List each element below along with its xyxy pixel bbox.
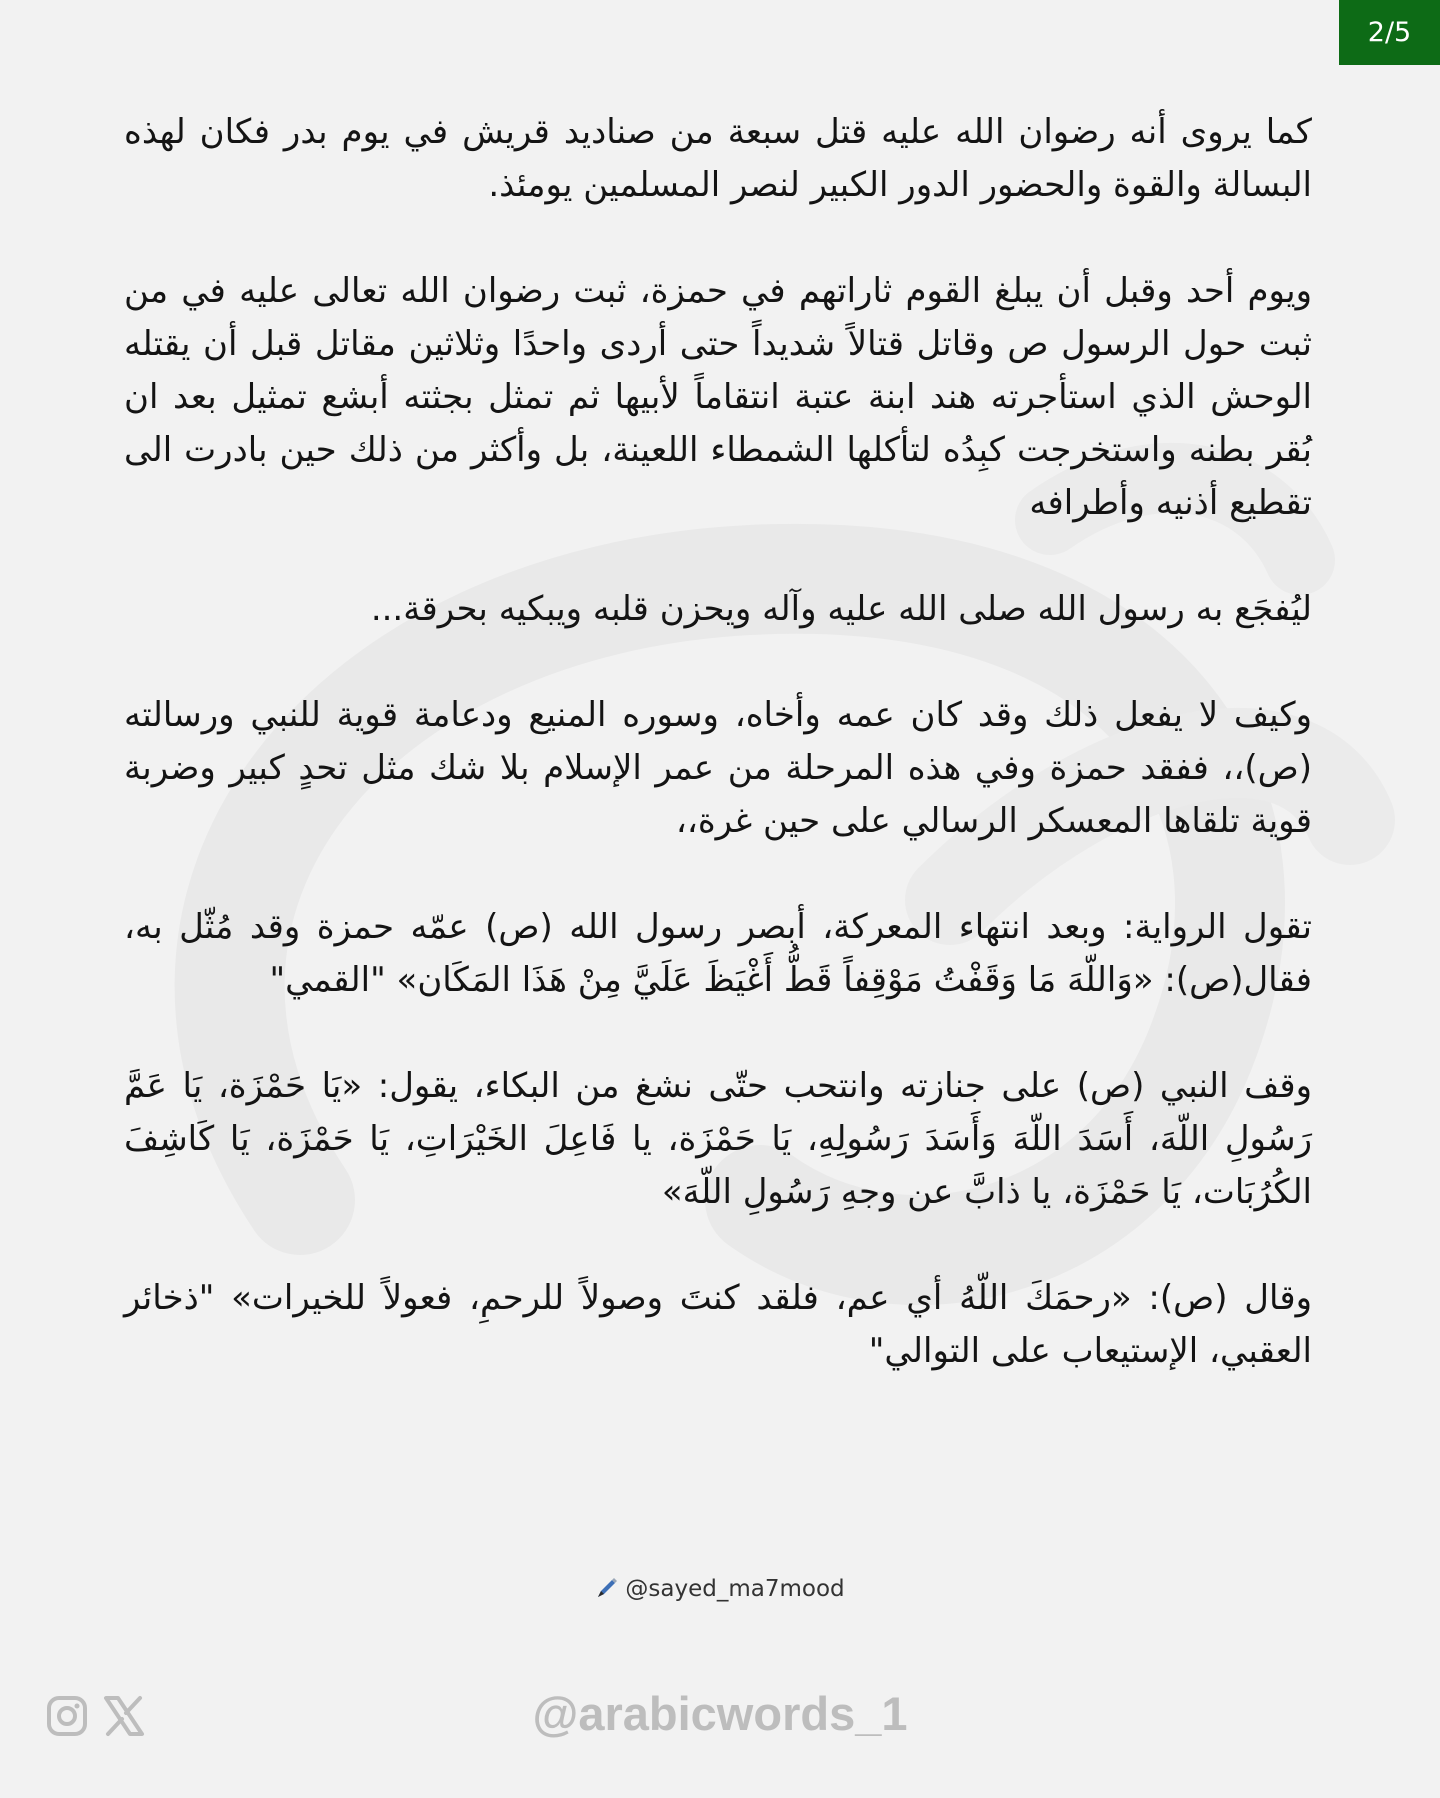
paragraph-1: كما يروى أنه رضوان الله عليه قتل سبعة من صناديد قريش في يوم بدر فكان لهذه البسالة والقوة والحضور الدور الكبير لنصر المسلمين يومئذ.	[124, 112, 1312, 205]
paragraph-3: ليُفجَع به رسول الله صلى الله عليه وآله ويحزن قلبه ويبكيه بحرقة...	[370, 589, 1312, 629]
author-credit	[0, 1576, 1440, 1606]
paragraph-6: وقف النبي (ص) على جنازته وانتحب حتّى نشغ من البكاء، يقول: «يَا حَمْزَة، يَا عَمَّ رَسُولِ اللّهَ، أَسَدَ اللّهَ وَأَسَدَ رَسُولِهِ، يَا حَمْزَة، يا فَاعِلَ الخَيْرَاتِ، يَا حَمْزَة، يَا كَاشِفَ الكُرُبَات، يَا حَمْزَة، يا ذابَّ عن وجهِ رَسُولِ اللّهَ»	[124, 1066, 1312, 1212]
article-body	[124, 106, 1312, 1431]
author-handle[interactable]: @sayed_ma7mood	[625, 1576, 845, 1602]
brand-handle[interactable]: @arabicwords_1	[532, 1687, 908, 1740]
page-indicator-badge: 2/5	[1339, 0, 1440, 65]
paragraph-2: ويوم أحد وقبل أن يبلغ القوم ثاراتهم في حمزة، ثبت رضوان الله تعالى عليه في من ثبت حول الرسول ص وقاتل قتالاً شديداً حتى أردى واحدًا وثلاثين مقاتل قبل أن يقتله الوحش الذي استأجرته هند ابنة عتبة انتقاماً لأبيها ثم تمثل بجثته أبشع تمثيل بعد ان بُقر بطنه واستخرجت كبِدُه لتأكلها الشمطاء اللعينة، بل وأكثر من ذلك حين بادرت الى تقطيع أذنيه وأطرافه	[124, 271, 1312, 523]
paragraph-7: وقال (ص): «رحمَكَ اللّهُ أي عم، فلقد كنتَ وصولاً للرحمِ، فعولاً للخيرات» "ذخائر العقبي، الإستيعاب على التوالي"	[124, 1278, 1312, 1371]
paragraph-5: تقول الرواية: وبعد انتهاء المعركة، أبصر رسول الله (ص) عمّه حمزة وقد مُثّل به، فقال(ص): «وَاللّهَ مَا وَقَفْتُ مَوْقِفاً قَطُّ أَغْيَظَ عَلَيَّ مِنْ هَذَا المَكَان» "القمي"	[124, 907, 1312, 1000]
paragraph-4: وكيف لا يفعل ذلك وقد كان عمه وأخاه، وسوره المنيع ودعامة قوية للنبي ورسالته (ص)،، ففقد حمزة وفي هذه المرحلة من عمر الإسلام بلا شك مثل تحدٍ كبير وضربة قوية تلقاها المعسكر الرسالي على حين غرة،،	[124, 695, 1312, 841]
pen-icon	[595, 1576, 619, 1606]
